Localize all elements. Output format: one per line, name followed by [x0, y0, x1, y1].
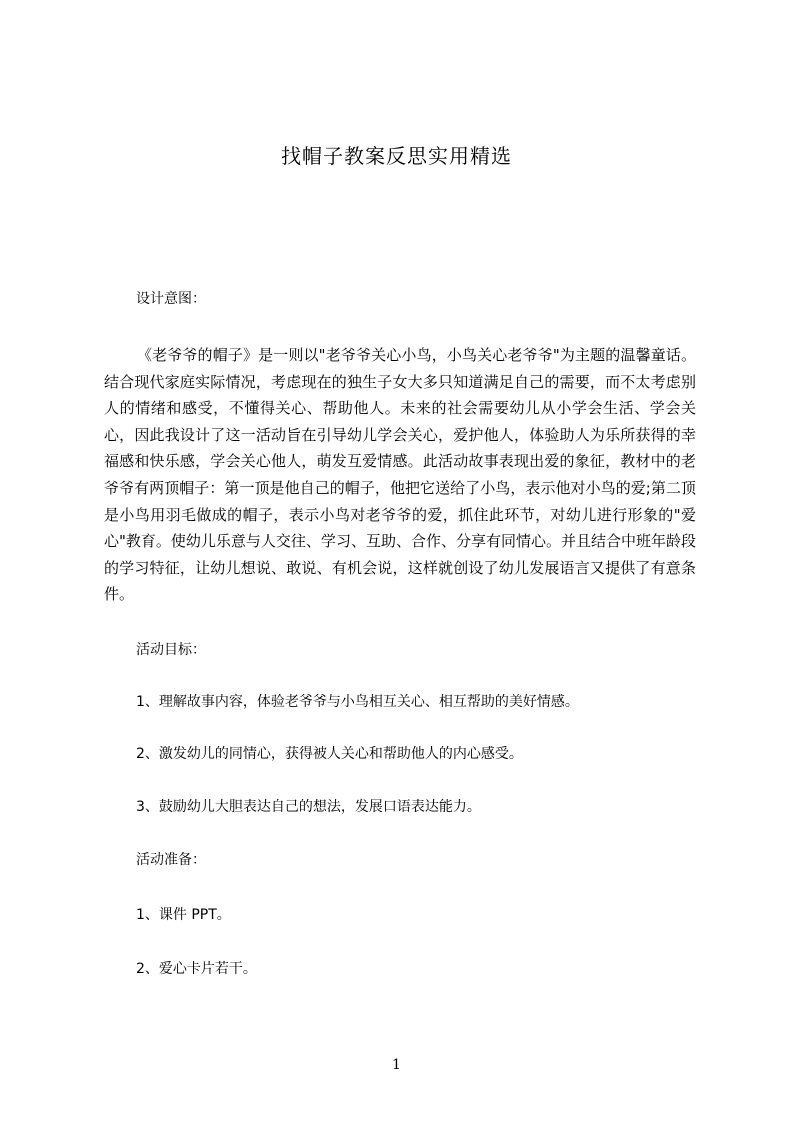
document-title: 找帽子教案反思实用精选: [281, 144, 512, 168]
goal-item: 3、鼓励幼儿大胆表达自己的想法，发展口语表达能力。: [136, 799, 481, 815]
goal-item: 1、理解故事内容，体验老爷爷与小鸟相互关心、相互帮助的美好情感。: [136, 694, 579, 710]
preparation-item: 2、爱心卡片若干。: [136, 961, 257, 977]
section-heading-preparation: 活动准备：: [136, 852, 206, 868]
preparation-item: 1、课件 PPT。: [136, 907, 231, 923]
page-number: 1: [392, 1057, 401, 1073]
goal-item: 2、激发幼儿的同情心，获得被人关心和帮助他人的内心感受。: [136, 746, 523, 762]
design-intent-paragraph: 《老爷爷的帽子》是一则以"老爷爷关心小鸟，小鸟关心老爷爷"为主题的温馨童话。结合现代家庭实际情况，考虑现在的独生子女大多只知道满足自己的需要，而不太考虑别人的情绪和感受，不懂得关心、帮助他人。未来的社会需要幼儿从小学会生活、学会关心，因此我设计了这一活动旨在引导幼儿学会关心，爱护他人，体验助人为乐所获得的幸福感和快乐感，学会关心他人，萌发互爱情感。此活动故事表现出爱的象征，教材中的老爷爷有两顶帽子：第一顶是他自己的帽子，他把它送给了小鸟，表示他对小鸟的爱;第二顶是小鸟用羽毛做成的帽子，表示小鸟对老爷爷的爱，抓住此环节，对幼儿进行形象的"爱心"教育。使幼儿乐意与人交往、学习、互助、合作、分享有同情心。并且结合中班年龄段的学习特征，让幼儿想说、敢说、有机会说，这样就创设了幼儿发展语言又提供了有意条件。: [104, 346, 696, 604]
section-heading-design-intent: 设计意图：: [136, 291, 206, 307]
section-heading-goals: 活动目标：: [136, 642, 206, 658]
